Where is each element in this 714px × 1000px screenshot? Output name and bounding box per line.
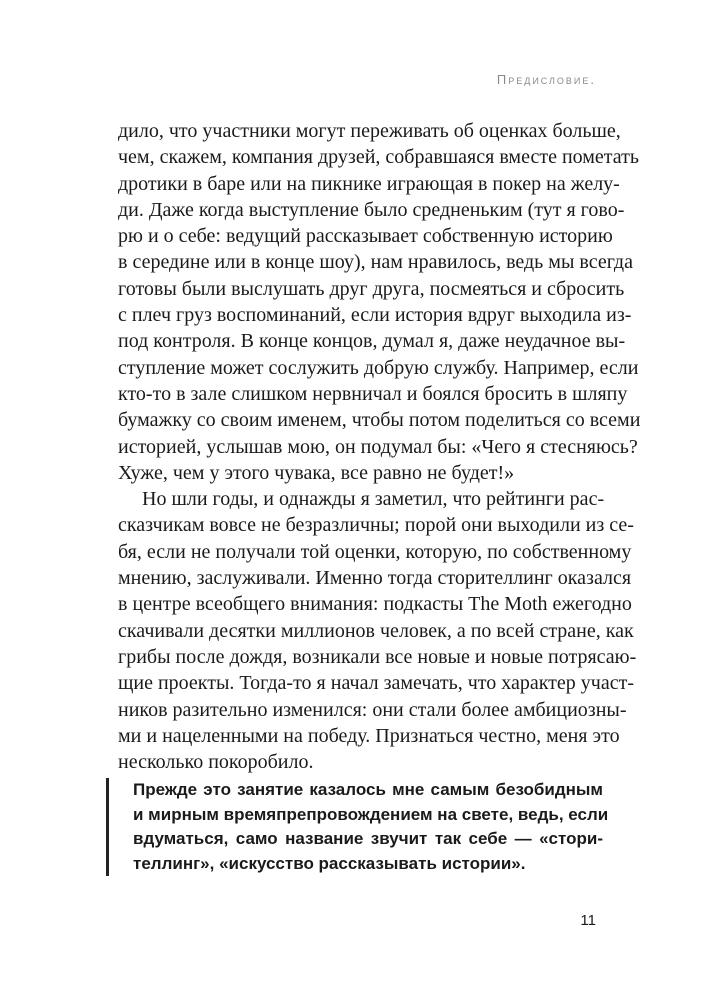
text-line: Хуже, чем у этого чувака, все равно не будет!»: [118, 461, 515, 484]
text-line: дротики в баре или на пикнике играющая в покер на желу-: [118, 172, 620, 195]
text-line: щие проекты. Тогда-то я начал замечать, что характер участ-: [118, 672, 635, 695]
body-text: [118, 118, 641, 775]
paragraph-1: [118, 118, 641, 486]
text-line: несколько покоробило.: [118, 751, 314, 774]
page-number: 11: [580, 912, 596, 929]
text-line: ступление может сослужить добрую службу. Например, если: [118, 356, 639, 379]
text-line: в центре всеобщего внимания: подкасты The Moth ежегодно: [118, 593, 632, 616]
pullquote-line: теллинг», «искусство рассказывать истории».: [133, 853, 526, 873]
text-line: ми и нацеленными на победу. Признаться честно, меня это: [118, 724, 620, 747]
text-line: с плеч груз воспоминаний, если история вдруг выходила из-: [118, 304, 632, 327]
text-line: кто-то в зале слишком нервничал и боялся бросить в шляпу: [118, 382, 628, 405]
text-line: сказчикам вовсе не безразличны; порой они выходили из се-: [118, 514, 634, 537]
text-line: Но шли годы, и однажды я заметил, что рейтинги рас-: [142, 488, 605, 511]
pullquote-line: вдуматься, само название звучит так себе — «стори-: [133, 829, 603, 848]
paragraph-2: [118, 486, 637, 775]
text-line: грибы после дождя, возникали все новые и новые потрясаю-: [118, 645, 637, 668]
text-line: скачивали десятки миллионов человек, а по всей стране, как: [118, 619, 634, 642]
pullquote-line: и мирным времяпрепровождением на свете, ведь, если: [133, 804, 609, 824]
text-line: ди. Даже когда выступление было средненьким (тут я гово-: [118, 198, 625, 221]
pullquote: [106, 778, 609, 876]
text-line: рю и о себе: ведущий рассказывает собственную историю: [118, 225, 613, 248]
text-line: готовы были выслушать друг друга, посмеяться и сбросить: [118, 277, 625, 300]
text-line: мнению, заслуживали. Именно тогда сторителлинг оказался: [118, 567, 632, 590]
text-line: бумажку со своим именем, чтобы потом поделиться со всеми: [118, 409, 641, 432]
text-line: чем, скажем, компания друзей, собравшаяся вместе пометать: [118, 146, 640, 169]
running-header: Предисловие.: [496, 72, 596, 87]
text-line: историей, услышав мою, он подумал бы: «Чего я стесняюсь?: [118, 435, 638, 458]
text-line: дило, что участники могут переживать об оценках больше,: [118, 120, 621, 142]
text-line: под контроля. В конце концов, думал я, даже неудачное вы-: [118, 330, 626, 353]
pullquote-line: Прежде это занятие казалось мне самым безобидным: [133, 780, 603, 799]
text-line: бя, если не получали той оценки, которую, по собственному: [118, 540, 632, 563]
text-line: ников разительно изменился: они стали более амбициозны-: [118, 698, 627, 721]
text-line: в середине или в конце шоу), нам нравилось, ведь мы всегда: [118, 251, 633, 274]
